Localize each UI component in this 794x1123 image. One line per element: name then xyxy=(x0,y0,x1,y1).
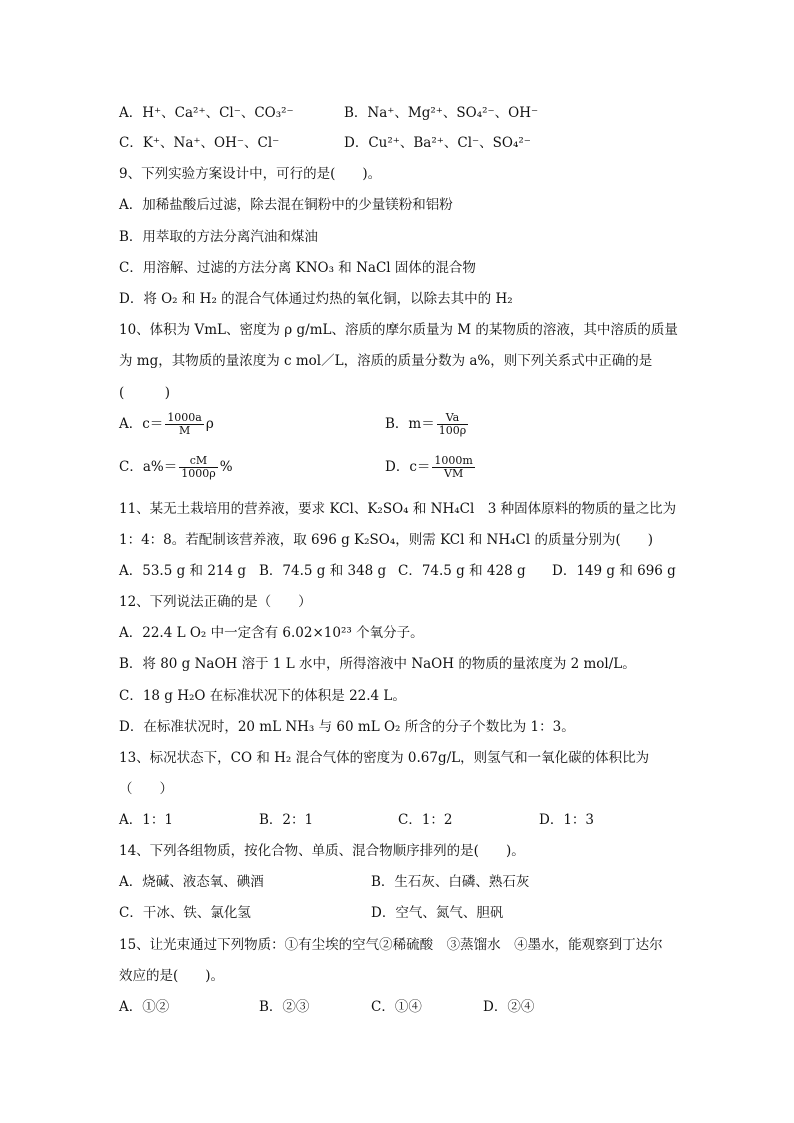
q15-option-a: A．①② xyxy=(119,999,170,1015)
q11-option-b: B．74.5 g 和 348 g xyxy=(259,563,387,579)
q14-option-a: A．烧碱、液态氧、碘酒 xyxy=(119,874,264,890)
q13-option-b: B．2：1 xyxy=(259,812,314,828)
fraction-a: $\frac{1000a}{M}$ xyxy=(167,411,202,437)
fraction-c: $\frac{cM}{1000\rho}$ xyxy=(181,454,216,480)
q13-option-d: D．1：3 xyxy=(539,812,595,828)
q11-stem-line2: 1：4：8。若配制该营养液，取 696 g K₂SO₄，则需 KCl 和 NH₄Cl 的质量分别为( ) xyxy=(119,532,653,548)
q15-option-c: C．①④ xyxy=(371,999,422,1015)
q11-options xyxy=(119,562,679,582)
fraction-d: $\frac{1000m}{VM}$ xyxy=(434,454,473,480)
q10-stem-line3: ( ) xyxy=(119,385,171,401)
q14-option-c: C．干冰、铁、氯化氢 xyxy=(119,905,251,921)
q14-stem: 14、下列各组物质，按化合物、单质、混合物顺序排列的是( )。 xyxy=(119,843,525,859)
q9-option-a: A．加稀盐酸后过滤，除去混在铜粉中的少量镁粉和铝粉 xyxy=(119,197,453,213)
q9-stem: 9、下列实验方案设计中，可行的是( )。 xyxy=(119,166,382,182)
q8-option-b: B．Na⁺、Mg²⁺、SO₄²⁻、OH⁻ xyxy=(344,105,539,121)
q9-option-c: C．用溶解、过滤的方法分离 KNO₃ 和 NaCl 固体的混合物 xyxy=(119,260,476,276)
q10-option-a: A．c＝ $\frac{1000a}{M}$ ρ xyxy=(119,411,214,437)
q13-stem-line2: （ ） xyxy=(119,781,173,797)
q15-stem-line1: 15、让光束通过下列物质：①有尘埃的空气②稀硫酸 ③蒸馏水 ④墨水，能观察到丁达尔 xyxy=(119,937,663,953)
q15-option-b: B．②③ xyxy=(259,999,310,1015)
q10-option-d: D．c＝ $\frac{1000m}{VM}$ xyxy=(385,454,473,480)
q12-stem: 12、下列说法正确的是（ ） xyxy=(119,594,312,610)
q10-option-b: B．m＝ $\frac{Va}{100\rho}$ xyxy=(385,411,467,437)
q15-stem-line2: 效应的是( )。 xyxy=(119,968,225,984)
q11-stem-line1: 11、某无土栽培用的营养液，要求 KCl、K₂SO₄ 和 NH₄Cl 3 种固体原料的物质的量之比为 xyxy=(119,501,677,517)
q12-option-c: C．18 g H₂O 在标准状况下的体积是 22.4 L。 xyxy=(119,688,406,704)
q8-option-d: D．Cu²⁺、Ba²⁺、Cl⁻、SO₄²⁻ xyxy=(344,135,531,151)
q8-option-c: C．K⁺、Na⁺、OH⁻、Cl⁻ xyxy=(119,135,280,151)
q14-option-d: D．空气、氮气、胆矾 xyxy=(371,905,504,921)
q13-option-a: A．1：1 xyxy=(119,812,173,828)
q9-option-b: B．用萃取的方法分离汽油和煤油 xyxy=(119,229,318,245)
q10-stem-line1: 10、体积为 VmL、密度为 ρ g/mL、溶质的摩尔质量为 M 的某物质的溶液，其中溶质的质量 xyxy=(119,322,678,338)
fraction-b: $\frac{Va}{100\rho}$ xyxy=(438,411,467,437)
q11-option-c: C．74.5 g 和 428 g xyxy=(398,563,526,579)
q9-option-d: D．将 O₂ 和 H₂ 的混合气体通过灼热的氧化铜，以除去其中的 H₂ xyxy=(119,291,513,307)
q10-option-c: C．a%＝ $\frac{cM}{1000\rho}$ % xyxy=(119,454,233,480)
q11-option-a: A．53.5 g 和 214 g xyxy=(119,563,247,579)
q13-option-c: C．1：2 xyxy=(398,812,453,828)
q8-option-a: A．H⁺、Ca²⁺、Cl⁻、CO₃²⁻ xyxy=(119,105,294,121)
q15-options xyxy=(119,998,679,1018)
q12-option-b: B．将 80 g NaOH 溶于 1 L 水中，所得溶液中 NaOH 的物质的量浓度为 2 mol/L。 xyxy=(119,656,636,672)
q13-stem-line1: 13、标况状态下，CO 和 H₂ 混合气体的密度为 0.67g/L，则氢气和一氧化碳的体积比为 xyxy=(119,750,650,766)
q13-options xyxy=(119,811,679,831)
q12-option-a: A．22.4 L O₂ 中一定含有 6.02×10²³ 个氧分子。 xyxy=(119,625,424,641)
q14-option-b: B．生石灰、白磷、熟石灰 xyxy=(371,874,530,890)
q15-option-d: D．②④ xyxy=(483,999,535,1015)
q10-stem-line2: 为 mg，其物质的量浓度为 c mol／L，溶质的质量分数为 a%，则下列关系式中正确的是 xyxy=(119,353,653,369)
q12-option-d: D．在标准状况时，20 mL NH₃ 与 60 mL O₂ 所含的分子个数比为 1：3。 xyxy=(119,719,575,735)
q11-option-d: D．149 g 和 696 g xyxy=(552,563,676,579)
